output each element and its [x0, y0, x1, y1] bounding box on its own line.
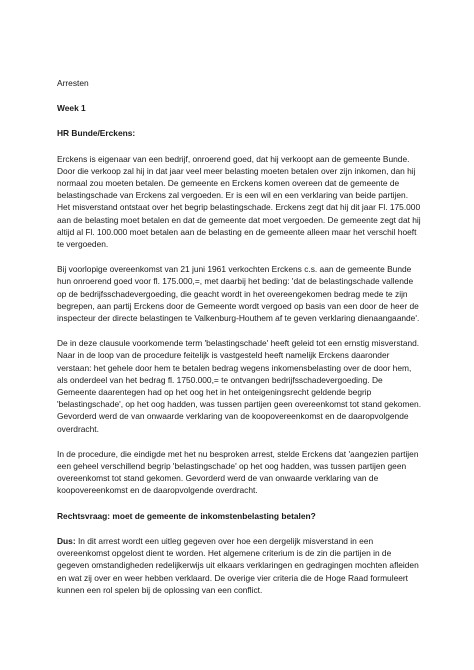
conclusion-paragraph [57, 535, 422, 596]
case-title: HR Bunde/Erckens: [57, 128, 136, 139]
conclusion-label: Dus: [57, 535, 76, 546]
legal-question: Rechtsvraag: moet de gemeente de inkomstenbelasting betalen? [57, 510, 316, 521]
document-heading: Arresten [57, 78, 89, 88]
conclusion-text: In dit arrest wordt een uitleg gegeven over hoe een dergelijk misverstand in een overeenkomst opgelost dient te worden. Het algemene criterium is de zin die partijen in de gegeven omstandigheden redelijkerwijs uit elkaars verklaringen en gedragingen mochten afleiden en wat zij over en weer hebben verklaard. De overige vier criteria die de Hoge Raad formuleert kunnen een rol spelen bij de oplossing van een conflict. [57, 535, 419, 595]
paragraph-2: Bij voorlopige overeenkomst van 21 juni 1961 verkochten Erckens c.s. aan de gemeente Bunde hun onroerend goed voor fl. 175.000,=, met daarbij het beding: 'dat de belastingschade vallende op de bedrijfsschadevergoeding, die geacht wordt in het overeengekomen bedrag mede te zijn begrepen, aan partij Erckens door de Gemeente wordt vergoed op basis van een door de heer de inspecteur der directe belastingen te Valkenburg-Houthem af te geven verklaring dienaangaande'. [57, 264, 420, 324]
paragraph-1: Erckens is eigenaar van een bedrijf, onroerend goed, dat hij verkoopt aan de gemeente Bunde. Door die verkoop zal hij in dat jaar veel meer belasting moeten betalen over zijn inkomen, dan hij normaal zou moeten betalen. De gemeente en Erckens komen overeen dat de gemeente de belastingschade van Erckens zal vergoeden. Er is een wil en een verklaring van beide partijen. Het misverstand ontstaat over het begrip belastingschade. Erckens zegt dat hij dit jaar Fl. 175.000 aan de belasting moet betalen en dat de gemeente dat moet vergoeden. De gemeente zegt dat hij altijd al Fl. 100.000 moet betalen aan de belasting en de gemeente alleen maar het verschil hoeft te vergoeden. [57, 153, 421, 250]
paragraph-3: De in deze clausule voorkomende term 'belastingschade' heeft geleid tot een ernstig misverstand. Naar in de loop van de procedure feitelijk is vastgesteld heeft namelijk Erckens daaronder verstaan: het gehele door hem te betalen bedrag wegens inkomensbelasting over de door hem, als onderdeel van het bedrag fl. 1750.000,= te ontvangen bedrijfsschadevergoeding. De Gemeente daarentegen had op het oog het in het onteigeningsrecht geldende begrip 'belastingschade', op het oog hadden, was tussen partijen geen overeenkomst tot stand gekomen. Gevorderd werd de van onwaarde verklaring van de koopovereenkomst en de daaropvolgende overdracht. [57, 338, 422, 434]
week-heading: Week 1 [57, 103, 86, 114]
paragraph-4: In de procedure, die eindigde met het nu besproken arrest, stelde Erckens dat 'aangezien partijen een geheel verschillend begrip 'belastingschade' op het oog hadden, was tussen partijen geen overeenkomst tot stand gekomen. Gevorderd werd de van onwaarde verklaring van de koopovereenkomst en de daaropvolgende overdracht. [57, 448, 419, 496]
